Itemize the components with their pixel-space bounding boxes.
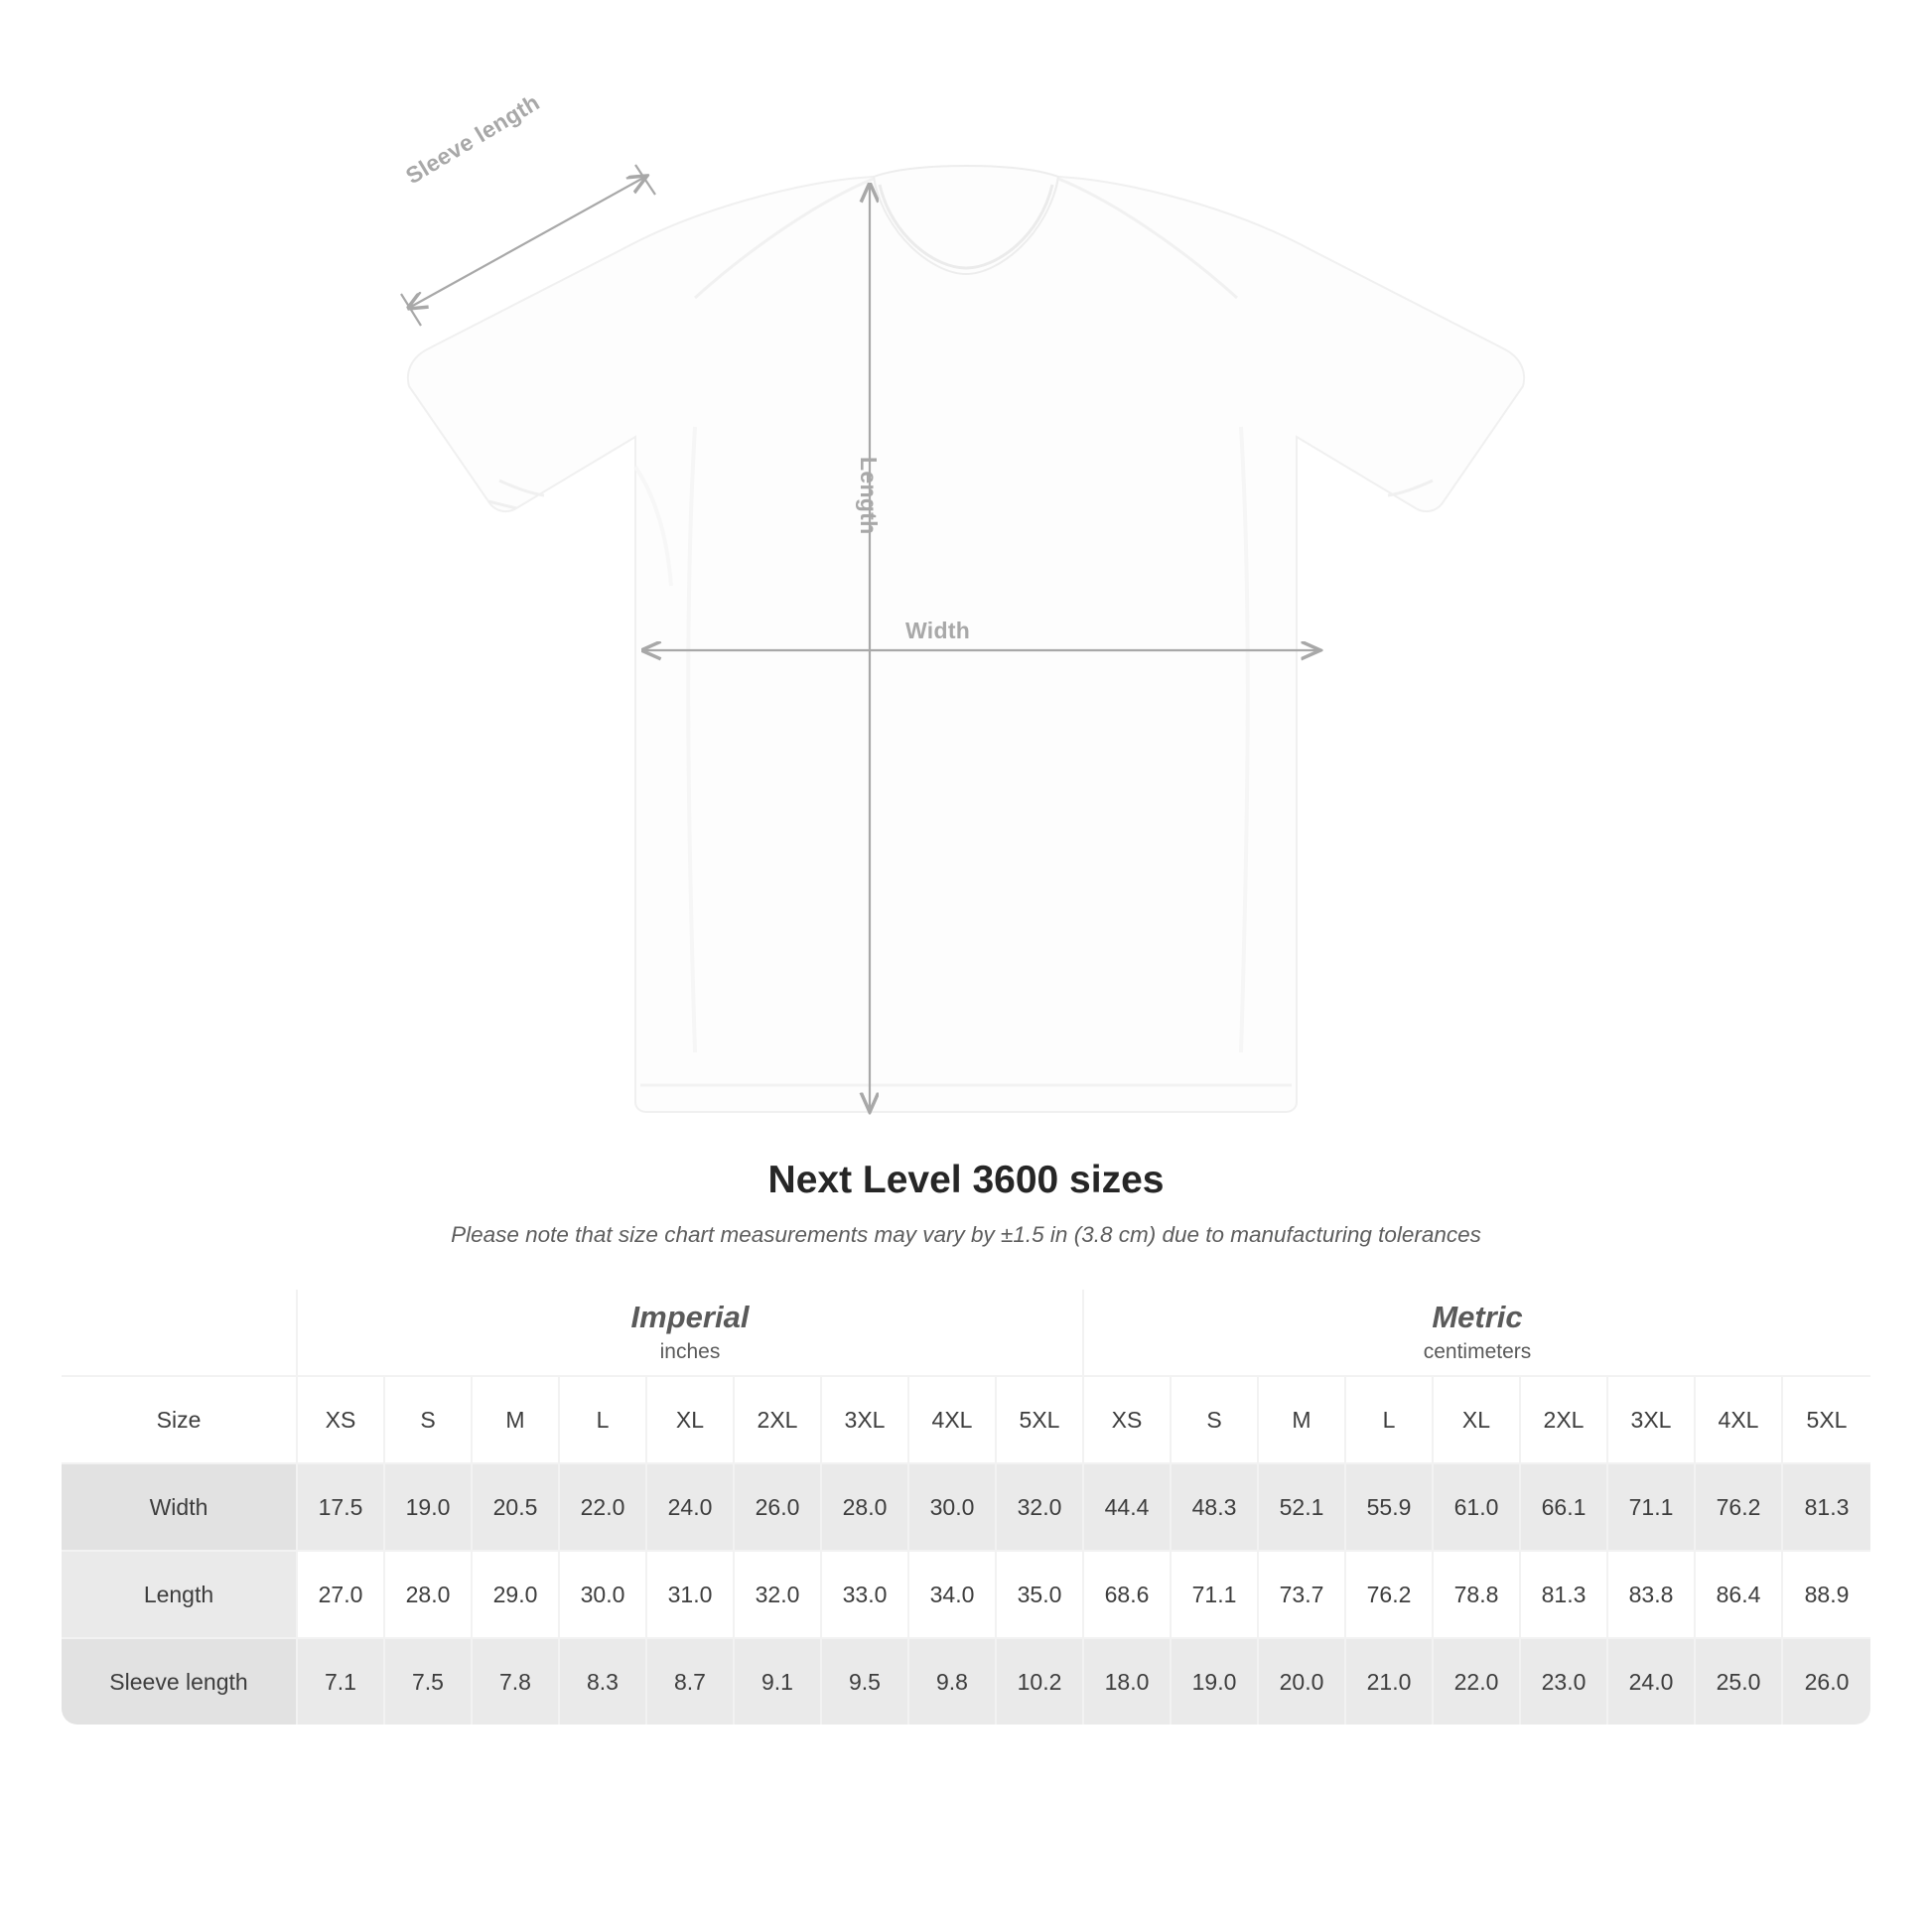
cell-length-metric-4xl: 86.4	[1696, 1552, 1783, 1639]
cell-width-metric-s: 48.3	[1172, 1464, 1259, 1552]
header-size-imperial-l: L	[560, 1377, 647, 1464]
header-size-imperial-m: M	[473, 1377, 560, 1464]
cell-sleeve-metric-xl: 22.0	[1434, 1639, 1521, 1725]
header-size-metric-s: S	[1172, 1377, 1259, 1464]
cell-width-imperial-xl: 24.0	[647, 1464, 735, 1552]
cell-length-metric-s: 71.1	[1172, 1552, 1259, 1639]
unit-group-metric-name: Metric	[1432, 1299, 1523, 1334]
table-row	[62, 1639, 1870, 1725]
header-size-metric-3xl: 3XL	[1608, 1377, 1696, 1464]
cell-width-imperial-2xl: 26.0	[735, 1464, 822, 1552]
header-size-imperial-4xl: 4XL	[909, 1377, 997, 1464]
cell-length-imperial-xs: 27.0	[298, 1552, 385, 1639]
cell-width-metric-l: 55.9	[1346, 1464, 1434, 1552]
cell-length-imperial-m: 29.0	[473, 1552, 560, 1639]
cell-width-metric-xl: 61.0	[1434, 1464, 1521, 1552]
cell-sleeve-imperial-5xl: 10.2	[997, 1639, 1084, 1725]
cell-length-imperial-2xl: 32.0	[735, 1552, 822, 1639]
cell-sleeve-imperial-4xl: 9.8	[909, 1639, 997, 1725]
cell-sleeve-metric-s: 19.0	[1172, 1639, 1259, 1725]
header-size-metric-xl: XL	[1434, 1377, 1521, 1464]
cell-width-metric-m: 52.1	[1259, 1464, 1346, 1552]
unit-group-metric	[1084, 1290, 1870, 1377]
cell-length-imperial-4xl: 34.0	[909, 1552, 997, 1639]
tolerance-note: Please note that size chart measurements may vary by ±1.5 in (3.8 cm) due to manufacturing tolerances	[451, 1222, 1481, 1247]
header-size-imperial-s: S	[385, 1377, 473, 1464]
cell-sleeve-metric-xs: 18.0	[1084, 1639, 1172, 1725]
unit-group-header-row	[62, 1290, 1870, 1377]
cell-sleeve-metric-3xl: 24.0	[1608, 1639, 1696, 1725]
header-size-imperial-3xl: 3XL	[822, 1377, 909, 1464]
header-size-imperial-xs: XS	[298, 1377, 385, 1464]
cell-width-metric-4xl: 76.2	[1696, 1464, 1783, 1552]
cell-width-imperial-3xl: 28.0	[822, 1464, 909, 1552]
cell-sleeve-metric-m: 20.0	[1259, 1639, 1346, 1725]
row-label-length: Length	[62, 1552, 298, 1639]
page-title: Next Level 3600 sizes	[767, 1159, 1165, 1201]
header-size-imperial-xl: XL	[647, 1377, 735, 1464]
cell-sleeve-imperial-xs: 7.1	[298, 1639, 385, 1725]
header-size-imperial-2xl: 2XL	[735, 1377, 822, 1464]
cell-width-metric-3xl: 71.1	[1608, 1464, 1696, 1552]
header-size-metric-4xl: 4XL	[1696, 1377, 1783, 1464]
cell-length-metric-l: 76.2	[1346, 1552, 1434, 1639]
cell-width-imperial-l: 22.0	[560, 1464, 647, 1552]
table-row	[62, 1464, 1870, 1552]
cell-length-metric-m: 73.7	[1259, 1552, 1346, 1639]
cell-width-metric-2xl: 66.1	[1521, 1464, 1608, 1552]
cell-sleeve-imperial-xl: 8.7	[647, 1639, 735, 1725]
cell-length-imperial-5xl: 35.0	[997, 1552, 1084, 1639]
cell-sleeve-imperial-m: 7.8	[473, 1639, 560, 1725]
header-size-metric-xs: XS	[1084, 1377, 1172, 1464]
cell-width-imperial-xs: 17.5	[298, 1464, 385, 1552]
cell-sleeve-metric-l: 21.0	[1346, 1639, 1434, 1725]
cell-length-metric-2xl: 81.3	[1521, 1552, 1608, 1639]
header-size-metric-l: L	[1346, 1377, 1434, 1464]
cell-width-metric-5xl: 81.3	[1783, 1464, 1870, 1552]
cell-length-imperial-3xl: 33.0	[822, 1552, 909, 1639]
cell-width-imperial-m: 20.5	[473, 1464, 560, 1552]
cell-length-imperial-xl: 31.0	[647, 1552, 735, 1639]
width-label: Width	[905, 618, 971, 643]
cell-length-metric-5xl: 88.9	[1783, 1552, 1870, 1639]
cell-sleeve-imperial-s: 7.5	[385, 1639, 473, 1725]
unit-group-metric-sub: centimeters	[1423, 1339, 1532, 1363]
length-label: Length	[856, 457, 882, 535]
header-size-metric-m: M	[1259, 1377, 1346, 1464]
header-size-metric-2xl: 2XL	[1521, 1377, 1608, 1464]
cell-width-imperial-5xl: 32.0	[997, 1464, 1084, 1552]
cell-length-imperial-s: 28.0	[385, 1552, 473, 1639]
unit-group-imperial	[298, 1290, 1084, 1377]
cell-sleeve-metric-4xl: 25.0	[1696, 1639, 1783, 1725]
row-label-sleeve-length: Sleeve length	[62, 1639, 298, 1725]
unit-group-spacer	[62, 1290, 298, 1377]
size-chart-table	[62, 1290, 1870, 1725]
cell-width-metric-xs: 44.4	[1084, 1464, 1172, 1552]
unit-group-imperial-sub: inches	[659, 1339, 721, 1363]
cell-length-metric-xl: 78.8	[1434, 1552, 1521, 1639]
cell-length-imperial-l: 30.0	[560, 1552, 647, 1639]
cell-sleeve-imperial-2xl: 9.1	[735, 1639, 822, 1725]
cell-sleeve-imperial-3xl: 9.5	[822, 1639, 909, 1725]
sleeve-length-label: Sleeve length	[401, 88, 544, 190]
size-header-row	[62, 1377, 1870, 1464]
table-row	[62, 1552, 1870, 1639]
cell-width-imperial-4xl: 30.0	[909, 1464, 997, 1552]
cell-sleeve-imperial-l: 8.3	[560, 1639, 647, 1725]
cell-sleeve-metric-2xl: 23.0	[1521, 1639, 1608, 1725]
size-chart-table-wrapper	[62, 1290, 1870, 1725]
header-size-metric-5xl: 5XL	[1783, 1377, 1870, 1464]
cell-sleeve-metric-5xl: 26.0	[1783, 1639, 1870, 1725]
header-size-imperial-5xl: 5XL	[997, 1377, 1084, 1464]
unit-group-imperial-name: Imperial	[630, 1299, 750, 1334]
cell-width-imperial-s: 19.0	[385, 1464, 473, 1552]
cell-length-metric-3xl: 83.8	[1608, 1552, 1696, 1639]
header-size: Size	[62, 1377, 298, 1464]
cell-length-metric-xs: 68.6	[1084, 1552, 1172, 1639]
row-label-width: Width	[62, 1464, 298, 1552]
